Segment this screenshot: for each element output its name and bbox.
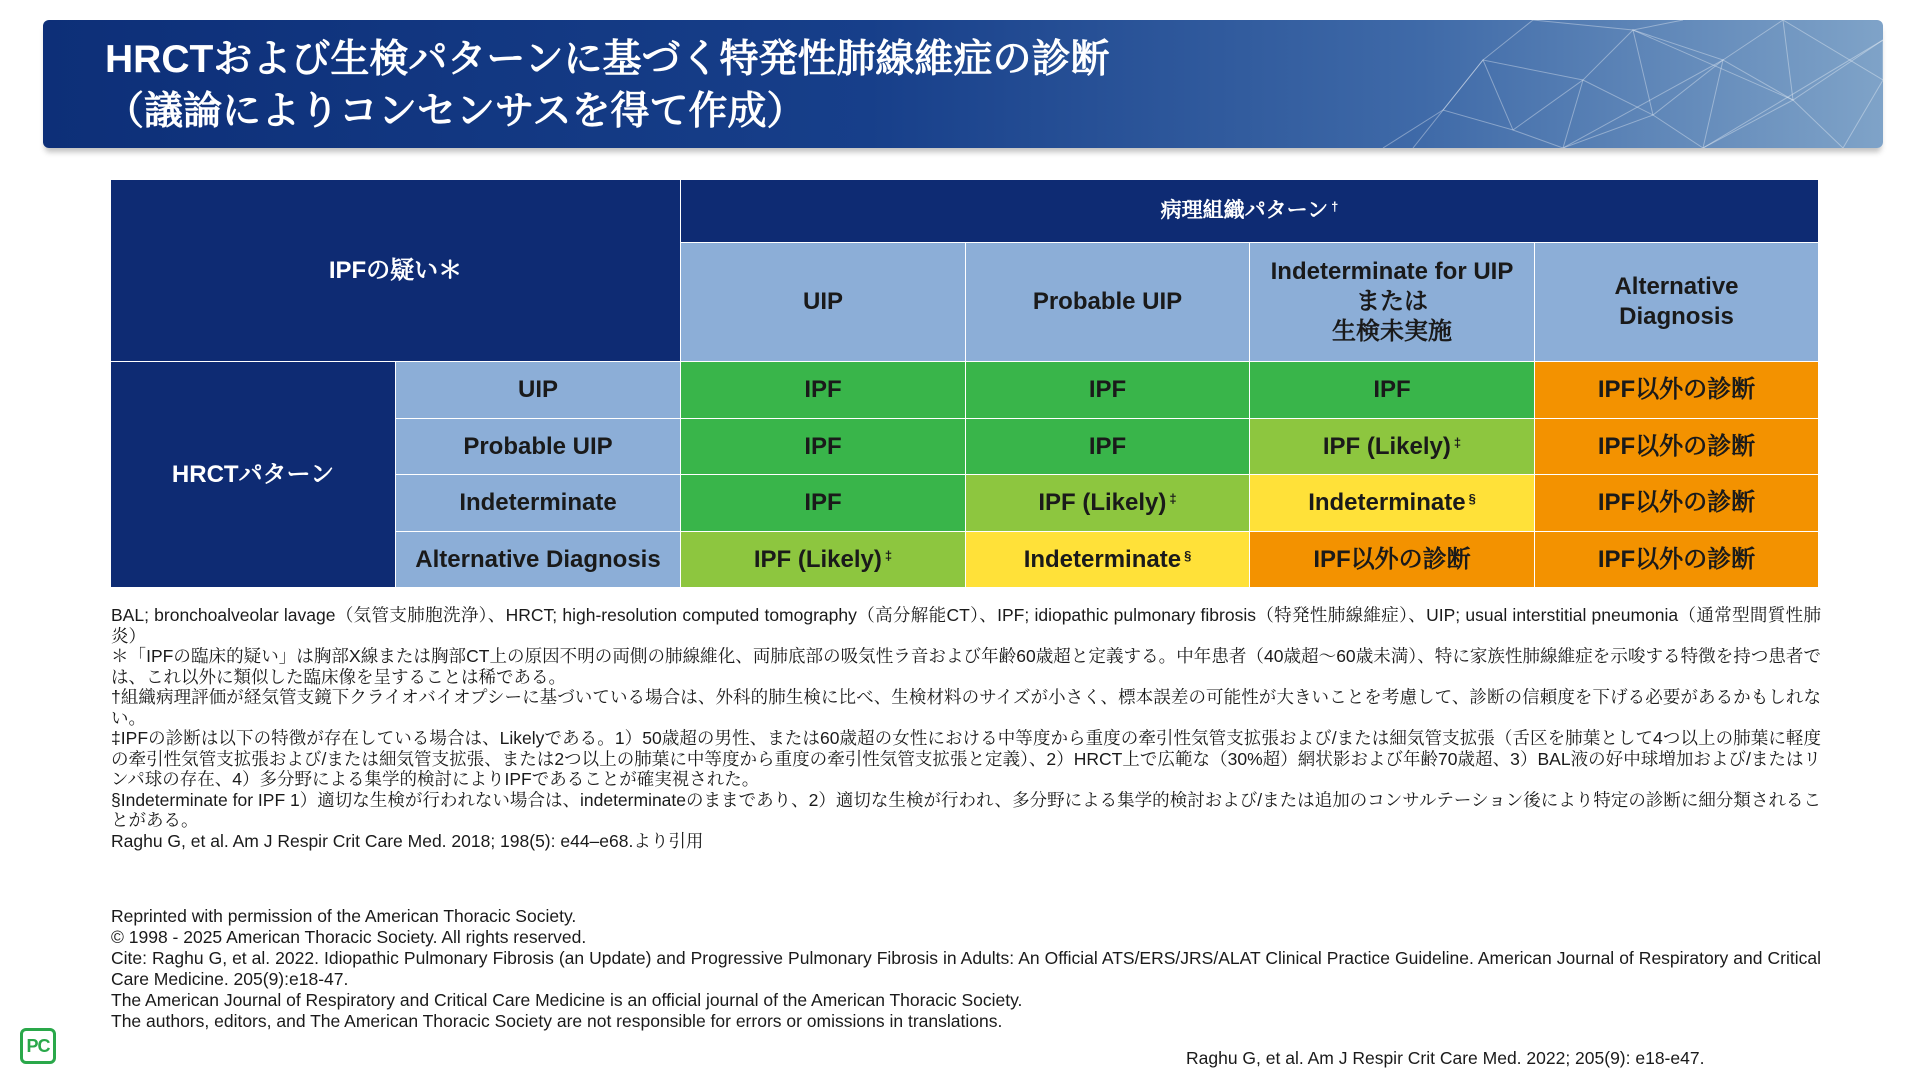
cell-text: IPF bbox=[804, 489, 842, 516]
section-mark: § bbox=[1468, 491, 1476, 506]
matrix-cell bbox=[966, 532, 1250, 588]
title-line-1: HRCTおよび生検パターンに基づく特発性肺線維症の診断 bbox=[105, 38, 1110, 81]
row-label-probable-uip: Probable UIP bbox=[396, 419, 681, 475]
matrix-cell bbox=[1250, 475, 1535, 532]
permission-line: Reprinted with permission of the American Thoracic Society. bbox=[111, 906, 577, 926]
col-header-uip: UIP bbox=[681, 243, 966, 362]
double-dagger-mark: ‡ bbox=[1169, 491, 1177, 506]
matrix-cell bbox=[1250, 362, 1535, 419]
title-banner bbox=[43, 20, 1883, 148]
row-label-alternative-diagnosis: Alternative Diagnosis bbox=[396, 532, 681, 588]
cell-text: IPF以外の診断 bbox=[1597, 545, 1756, 573]
hrct-pattern-label: HRCTパターン bbox=[111, 362, 396, 588]
col-header-alternative: Alternative Diagnosis bbox=[1535, 243, 1819, 362]
double-dagger-mark: ‡ bbox=[884, 547, 893, 563]
cell-text: IPF以外の診断 bbox=[1597, 432, 1756, 460]
cell-text: IPF以外の診断 bbox=[1597, 489, 1756, 516]
cell-text: Indeterminate bbox=[1308, 489, 1466, 516]
matrix-cell bbox=[1535, 419, 1819, 475]
diagnosis-matrix bbox=[111, 180, 1819, 588]
matrix-cell bbox=[681, 475, 966, 532]
journal-line: The American Journal of Respiratory and Critical Care Medicine is an official journal of the American Thoracic Society. bbox=[111, 990, 1023, 1010]
footnote-dagger: †組織病理評価が経気管支鏡下クライオバイオプシーに基づいている場合は、外科的肺生検に比べ、生検材料のサイズが小さく、標本誤差の可能性が大きいことを考慮して、診断の信頼度を下げる必要があるかもしれない。 bbox=[111, 687, 1821, 728]
matrix-cell bbox=[1250, 532, 1535, 588]
cell-text: IPF以外の診断 bbox=[1597, 376, 1756, 403]
pathology-header-label: 病理組織パターン bbox=[1160, 199, 1329, 222]
footer-citation: Raghu G, et al. Am J Respir Crit Care Med. 2022; 205(9): e18-e47. bbox=[1186, 1048, 1705, 1068]
pathology-header bbox=[681, 180, 1819, 243]
section-mark: § bbox=[1184, 547, 1192, 563]
cell-text: IPF以外の診断 bbox=[1313, 545, 1471, 573]
footnote-asterisk: ＊「IPFの臨床的疑い」は胸部X線または胸部CT上の原因不明の両側の肺線維化、両肺底部の吸気性ラ音および年齢60歳超と定義する。中年患者（40歳超～60歳未満）、特に家族性肺線維症を示唆する特徴を持つ患者では、これ以外に類似した臨床像を呈することは稀である。 bbox=[111, 646, 1821, 687]
network-decoration-icon bbox=[1183, 20, 1883, 148]
matrix-cell bbox=[1535, 362, 1819, 419]
matrix-cell bbox=[1250, 419, 1535, 475]
disclaimer-line: The authors, editors, and The American Thoracic Society are not responsible for errors or omissions in translations. bbox=[111, 1011, 1003, 1031]
matrix-cell bbox=[966, 419, 1250, 475]
footnote-source: Raghu G, et al. Am J Respir Crit Care Med. 2018; 198(5): e44–e68.より引用 bbox=[111, 830, 704, 851]
matrix-cell bbox=[966, 362, 1250, 419]
double-dagger-mark: ‡ bbox=[1453, 434, 1462, 450]
cell-text: IPF bbox=[1373, 376, 1411, 403]
cell-text: IPF bbox=[804, 432, 842, 460]
cite-line: Cite: Raghu G, et al. 2022. Idiopathic Pulmonary Fibrosis (an Update) and Progressive Pulmonary Fibrosis in Adults: An Official ATS/ERS/JRS/ALAT Clinical Practice Guideline. American Journal of Respiratory and Critical Care Medicine. 205(9):e18-47. bbox=[111, 948, 1821, 989]
footnote-section: §Indeterminate for IPF 1）適切な生検が行われない場合は、indeterminateのままであり、2）適切な生検が行われ、多分野による集学的検討および/または追加のコンサルテーション後により特定の診断に細分類されることがある。 bbox=[111, 789, 1821, 830]
cell-text: IPF (Likely) bbox=[753, 545, 882, 573]
matrix-cell bbox=[1535, 475, 1819, 532]
permission-notice bbox=[111, 906, 1821, 1032]
cell-text: IPF bbox=[804, 376, 842, 403]
company-logo bbox=[20, 1028, 56, 1064]
row-label-indeterminate: Indeterminate bbox=[396, 475, 681, 532]
footnote-abbreviations: BAL; bronchoalveolar lavage（気管支肺胞洗浄）、HRCT; high-resolution computed tomography（高分解能CT）、IPF; idiopathic pulmonary fibrosis（特発性肺線維症）、UIP; usual interstitial pneumonia（通常型間質性肺炎） bbox=[111, 605, 1821, 646]
matrix-cell bbox=[966, 475, 1250, 532]
cell-text: IPF (Likely) bbox=[1322, 432, 1451, 460]
title-line-2: （議論によりコンセンサスを得て作成） bbox=[105, 90, 806, 133]
logo-text: PC bbox=[26, 1035, 50, 1056]
col-header-indeterminate: Indeterminate for UIP または 生検未実施 bbox=[1250, 243, 1535, 362]
corner-label: IPFの疑い＊ bbox=[111, 180, 681, 362]
page-title bbox=[105, 34, 1110, 138]
matrix-cell bbox=[681, 362, 966, 419]
footnotes bbox=[111, 605, 1821, 851]
matrix-cell bbox=[1535, 532, 1819, 588]
col-header-probable-uip: Probable UIP bbox=[966, 243, 1250, 362]
cell-text: IPF bbox=[1088, 432, 1127, 460]
cell-text: IPF bbox=[1088, 376, 1127, 403]
cell-text: Indeterminate bbox=[1023, 545, 1182, 573]
footnote-double-dagger: ‡IPFの診断は以下の特徴が存在している場合は、Likelyである。1）50歳超の男性、または60歳超の女性における中等度から重度の牽引性気管支拡張および/または細気管支拡張（舌区を肺葉として4つ以上の肺葉に軽度の牽引性気管支拡張および/または細気管支拡張、または2つ以上の肺葉に中等度から重度の牽引性気管支拡張と定義）、2）HRCT上で広範な（30%超）網状影および年齢70歳超、3）BAL液の好中球増加および/またはリンパ球の存在、4）多分野による集学的検討によりIPFであることが確実視された。 bbox=[111, 728, 1821, 789]
dagger-mark: † bbox=[1331, 199, 1339, 214]
matrix-cell bbox=[681, 532, 966, 588]
row-label-uip: UIP bbox=[396, 362, 681, 419]
matrix-cell bbox=[681, 419, 966, 475]
cell-text: IPF (Likely) bbox=[1038, 489, 1167, 516]
copyright-line: © 1998 - 2025 American Thoracic Society. All rights reserved. bbox=[111, 927, 587, 947]
